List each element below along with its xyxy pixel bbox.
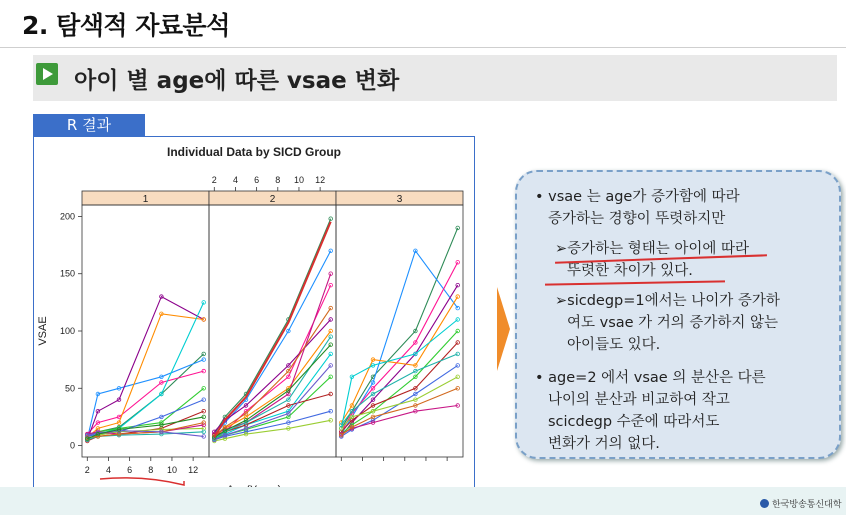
data-point — [202, 387, 206, 391]
logo-text: 한국방송통신대학 — [772, 500, 842, 510]
x-tick-top-label: 10 — [293, 175, 304, 185]
note-bullet2-line4: 변화가 거의 없다. — [548, 436, 660, 452]
x-tick-label: 10 — [166, 465, 177, 475]
y-axis-label: VSAE — [37, 316, 49, 346]
note-bullet2-line1: • age=2 에서 vsae 의 분산은 다른 — [535, 370, 766, 386]
series-line — [341, 228, 457, 429]
x-tick-label: 2 — [84, 465, 90, 475]
x-tick-top-label: 2 — [211, 175, 217, 185]
x-tick-label: 12 — [188, 465, 199, 475]
x-tick-top-label: 4 — [232, 175, 238, 185]
panel-label: 3 — [396, 194, 403, 205]
logo-icon — [760, 499, 769, 508]
panel-label: 1 — [142, 194, 149, 205]
series-line — [341, 331, 457, 434]
note-bullet1-line1: • vsae 는 age가 증가함에 따라 — [535, 189, 740, 205]
y-tick-label: 50 — [64, 383, 75, 394]
y-tick-label: 200 — [59, 211, 75, 222]
panel-label: 2 — [269, 194, 276, 205]
slide-title: 2. 탐색적 자료분석 — [22, 11, 230, 40]
note-bullet2-line2: 나이의 분산과 비교하여 작고 — [548, 392, 730, 408]
series-line — [214, 320, 330, 432]
red-annotation-arrow — [100, 478, 184, 485]
note-sub2-line2: 여도 vsae 가 거의 증가하지 않는 — [567, 315, 779, 331]
data-point — [456, 261, 460, 265]
plot-frame — [33, 136, 475, 496]
note-bullet1-line2: 증가하는 경향이 뚜렷하지만 — [548, 211, 726, 227]
series-line — [214, 308, 330, 436]
y-tick-label: 0 — [69, 440, 75, 451]
x-tick-top-label: 6 — [254, 175, 260, 185]
note-bullet2-line3: scicdegp 수준에 따라서도 — [548, 414, 720, 430]
data-point — [456, 375, 460, 379]
play-icon — [36, 63, 58, 85]
series-line — [341, 251, 457, 434]
note-sub1-line2: 뚜렷한 차이가 있다. — [567, 263, 693, 279]
university-logo — [760, 497, 842, 510]
note-sub2-line1: ➢sicdegp=1에서는 나이가 증가하 — [555, 293, 780, 309]
x-tick-label: 8 — [148, 465, 154, 475]
footer-band — [0, 487, 846, 515]
note-sub2-line3: 아이들도 있다. — [567, 337, 661, 353]
series-line — [341, 320, 457, 429]
y-tick-label: 100 — [59, 326, 75, 336]
x-tick-label: 4 — [105, 465, 111, 475]
x-tick-top-label: 12 — [315, 175, 326, 185]
notes-box — [515, 170, 841, 459]
x-tick-top-label: 8 — [275, 175, 281, 185]
data-point — [329, 375, 333, 379]
note-sub1-line1: ➢증가하는 형태는 아이에 따라 — [555, 241, 750, 257]
title-divider — [0, 47, 846, 48]
series-line — [341, 343, 457, 432]
lattice-chart — [34, 137, 474, 495]
y-tick-label: 150 — [59, 268, 75, 279]
chart-title: Individual Data by SICD Group — [166, 145, 342, 159]
r-result-tab: R 결과 — [33, 114, 145, 136]
slide-subtitle: 아이 별 age에 따른 vsae 변화 — [74, 68, 400, 94]
x-tick-label: 6 — [127, 465, 133, 475]
arrow-right-icon — [497, 287, 510, 371]
